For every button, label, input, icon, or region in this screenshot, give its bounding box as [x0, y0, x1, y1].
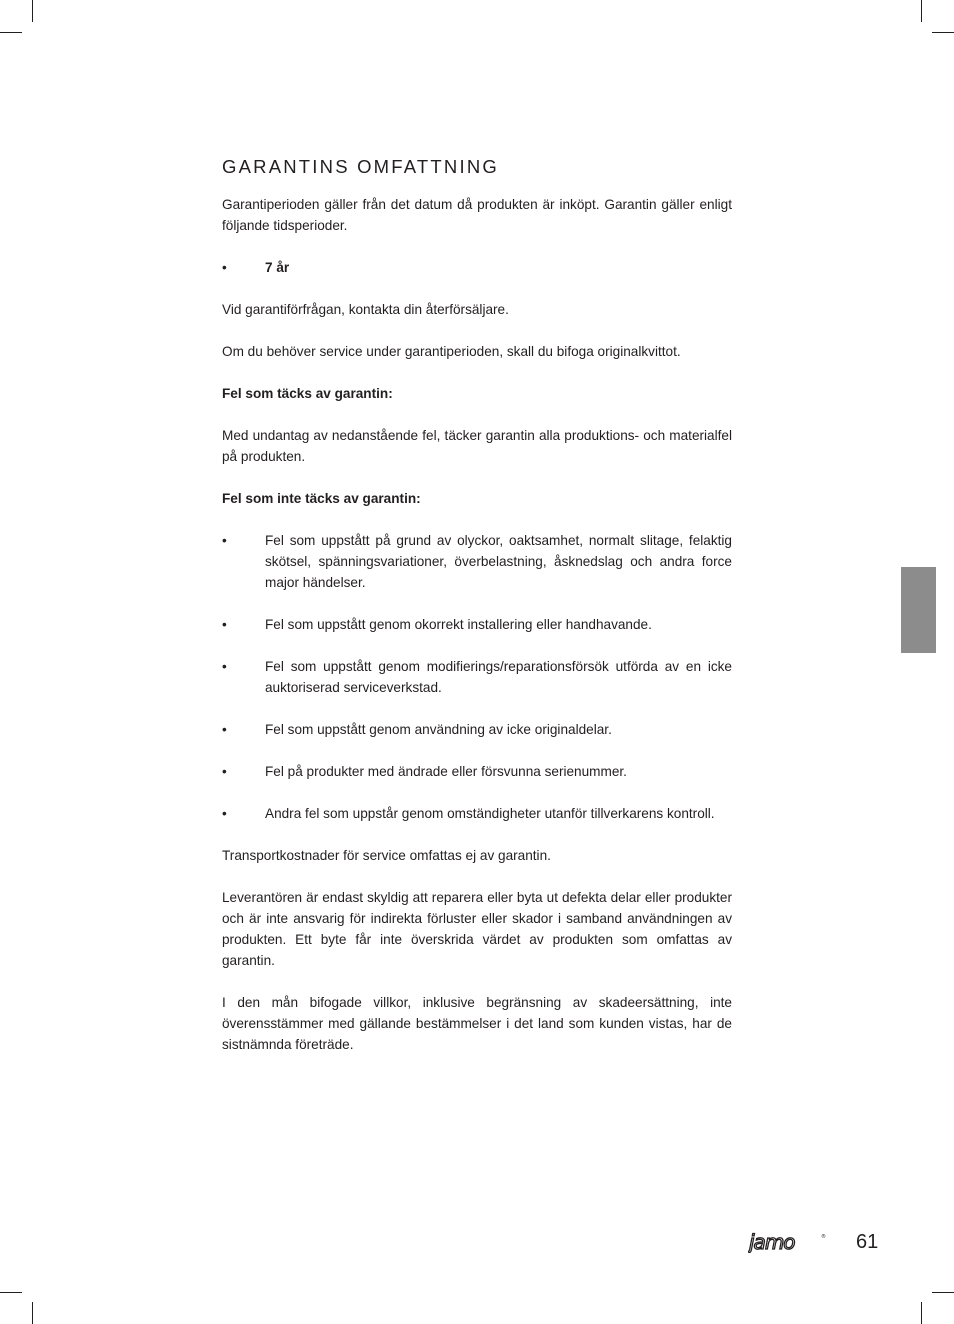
- crop-mark: [932, 1292, 954, 1293]
- contact-paragraph: Vid garantiförfrågan, kontakta din återförsäljare.: [222, 302, 509, 317]
- bullet-mark: •: [222, 617, 227, 632]
- bullet-mark: •: [222, 764, 227, 779]
- law-paragraph: I den mån bifogade villkor, inklusive begränsning av skadeersättning, inte överensstämmer med gällande bestämmelser i det land som kunden vistas, har de sistnämnda företräde.: [222, 995, 732, 1052]
- svg-text:®: ®: [821, 1234, 826, 1240]
- list-item-text: Andra fel som uppstår genom omständigheter utanför tillverkarens kontroll.: [265, 806, 715, 821]
- crop-mark: [32, 1302, 33, 1324]
- bullet-mark: •: [222, 806, 227, 821]
- crop-mark: [0, 32, 22, 33]
- transport-paragraph: Transportkostnader för service omfattas ej av garantin.: [222, 848, 551, 863]
- bullet-mark: •: [222, 659, 227, 674]
- page-number: 61: [856, 1231, 879, 1253]
- crop-mark: [32, 0, 33, 22]
- crop-mark: [932, 32, 954, 33]
- list-item-text: Fel på produkter med ändrade eller försvunna serienummer.: [265, 764, 627, 779]
- crop-mark: [921, 1302, 922, 1324]
- intro-paragraph: Garantiperioden gäller från det datum då produkten är inköpt. Garantin gäller enligt följande tidsperioder.: [222, 197, 732, 233]
- list-item-text: Fel som uppstått genom användning av icke originaldelar.: [265, 722, 612, 737]
- svg-text:jamo: jamo: [749, 1231, 795, 1253]
- covered-heading: Fel som täcks av garantin:: [222, 386, 393, 401]
- list-item: [222, 761, 732, 782]
- bullet-mark: •: [222, 533, 227, 548]
- list-item: [222, 719, 732, 740]
- warranty-section: [222, 154, 732, 1076]
- list-item: [222, 803, 732, 824]
- liability-paragraph: Leverantören är endast skyldig att reparera eller byta ut defekta delar eller produkter och är inte ansvarig för indirekta förluster eller skador i samband användningen av produkten. Ett byte får inte överskrida värdet av produkten som omfattas av garantin.: [222, 890, 732, 968]
- list-item-text: Fel som uppstått genom modifierings/reparationsförsök utförda av en icke auktoriserad serviceverkstad.: [265, 659, 732, 695]
- not-covered-heading: Fel som inte täcks av garantin:: [222, 491, 421, 506]
- bullet-mark: •: [222, 722, 227, 737]
- service-paragraph: Om du behöver service under garantiperioden, skall du bifoga originalkvittot.: [222, 344, 681, 359]
- period-label: 7 år: [265, 260, 290, 275]
- section-tab: [901, 567, 936, 653]
- covered-paragraph: Med undantag av nedanstående fel, täcker garantin alla produktions- och materialfel på produkten.: [222, 428, 732, 464]
- list-item-text: Fel som uppstått genom okorrekt installering eller handhavande.: [265, 617, 652, 632]
- list-item: [222, 614, 732, 635]
- bullet-mark: •: [222, 260, 227, 275]
- list-item: [222, 530, 732, 593]
- period-item: [222, 257, 732, 278]
- crop-mark: [921, 0, 922, 22]
- jamo-logo: [748, 1231, 826, 1253]
- list-item-text: Fel som uppstått på grund av olyckor, oaktsamhet, normalt slitage, felaktig skötsel, spänningsvariationer, överbelastning, åsknedslag och andra force major händelser.: [265, 533, 732, 590]
- page-title: GARANTINS OMFATTNING: [222, 156, 499, 177]
- list-item: [222, 656, 732, 698]
- crop-mark: [0, 1292, 22, 1293]
